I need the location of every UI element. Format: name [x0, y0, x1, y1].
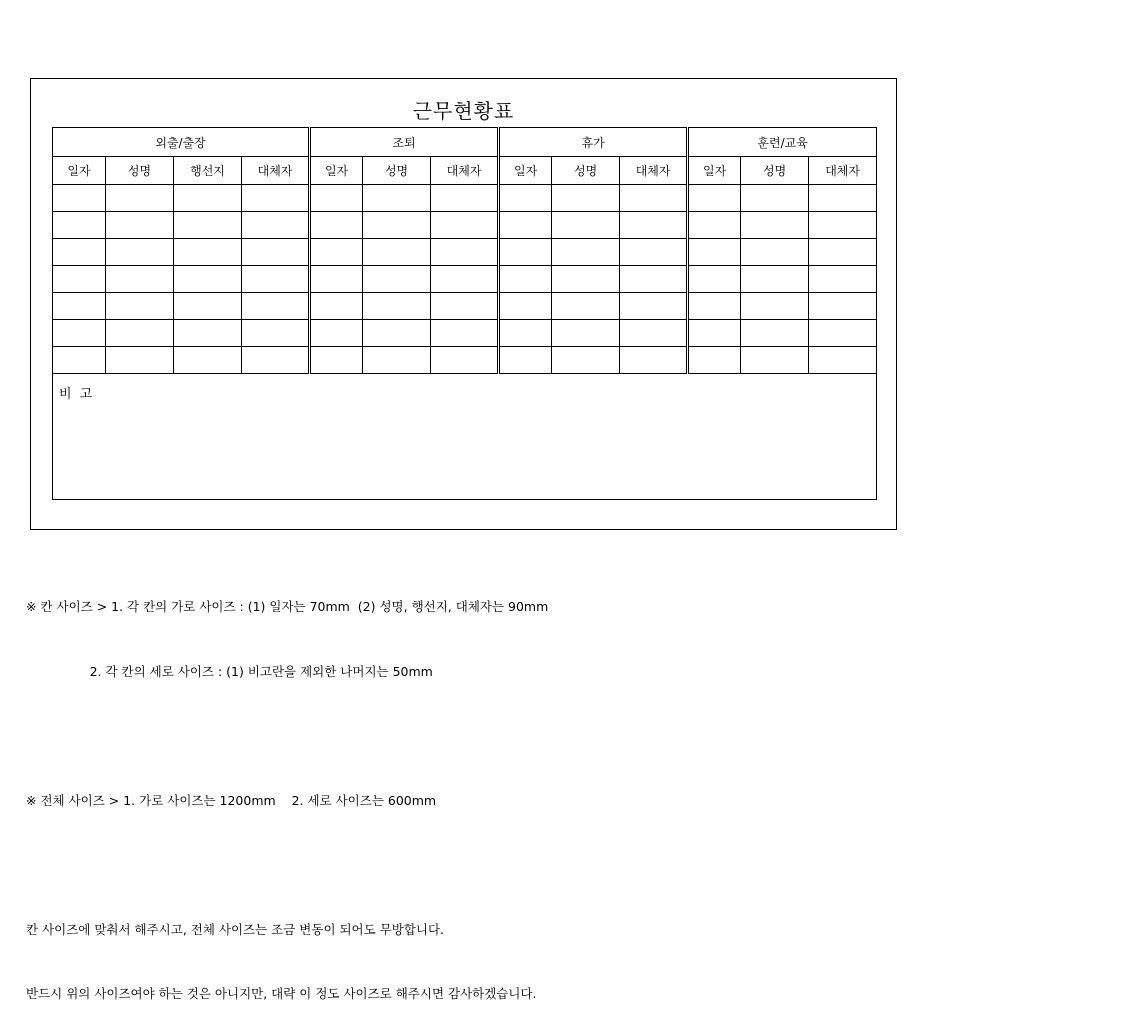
table-cell [431, 185, 499, 212]
table-cell [688, 212, 741, 239]
table-cell [174, 320, 242, 347]
table-cell [310, 212, 363, 239]
column-header: 일자 [499, 157, 552, 185]
column-header: 성명 [552, 157, 620, 185]
table-cell [310, 320, 363, 347]
work-status-table [52, 127, 877, 500]
note-line [26, 725, 548, 747]
table-cell [431, 320, 499, 347]
group-header-outing: 외출/출장 [53, 128, 310, 157]
note-line: 칸 사이즈에 맞춰서 해주시고, 전체 사이즈는 조금 변동이 되어도 무방합니다. [26, 921, 445, 937]
table-cell [741, 347, 809, 374]
table-cell [310, 266, 363, 293]
table-cell [106, 293, 174, 320]
table-cell [552, 239, 620, 266]
size-notes [26, 553, 548, 1026]
table-cell [431, 266, 499, 293]
table-cell [363, 347, 431, 374]
table-cell [53, 185, 106, 212]
table-cell [242, 185, 310, 212]
table-cell [552, 293, 620, 320]
table-cell [431, 293, 499, 320]
table-row [53, 239, 877, 266]
table-cell [809, 266, 877, 293]
table-cell [552, 185, 620, 212]
table-cell [620, 320, 688, 347]
table-cell [499, 239, 552, 266]
table-cell [688, 239, 741, 266]
table-cell [499, 212, 552, 239]
table-cell [688, 320, 741, 347]
table-cell [552, 320, 620, 347]
group-header-training: 훈련/교육 [688, 128, 877, 157]
table-cell [431, 347, 499, 374]
table-row [53, 320, 877, 347]
table-cell [106, 185, 174, 212]
form-frame [30, 78, 897, 530]
table-cell [53, 239, 106, 266]
table-cell [809, 320, 877, 347]
note-line: ※ 칸 사이즈 > 1. 각 칸의 가로 사이즈 : (1) 일자는 70mm (2) 성명, 행선지, 대체자는 90mm [26, 599, 549, 614]
table-cell [106, 212, 174, 239]
table-cell [809, 239, 877, 266]
table-cell [53, 320, 106, 347]
table-cell [499, 347, 552, 374]
table-row [53, 266, 877, 293]
table-row [53, 185, 877, 212]
table-cell [741, 212, 809, 239]
column-header: 일자 [688, 157, 741, 185]
table-cell [53, 266, 106, 293]
column-header: 일자 [310, 157, 363, 185]
table-cell [310, 185, 363, 212]
group-header-early-leave: 조퇴 [310, 128, 499, 157]
table-cell [174, 293, 242, 320]
table-cell [363, 212, 431, 239]
table-cell [499, 293, 552, 320]
form-title: 근무현황표 [412, 99, 515, 123]
table-cell [242, 266, 310, 293]
table-cell [620, 239, 688, 266]
table-cell [688, 185, 741, 212]
table-cell [363, 293, 431, 320]
table-cell [53, 293, 106, 320]
table-row [53, 347, 877, 374]
table-cell [242, 239, 310, 266]
blank-rows [53, 185, 877, 374]
table-cell [620, 266, 688, 293]
table-cell [310, 293, 363, 320]
table-cell [242, 347, 310, 374]
table-cell [242, 320, 310, 347]
table-cell [552, 347, 620, 374]
table-cell [741, 239, 809, 266]
table-cell [106, 347, 174, 374]
table-cell [174, 239, 242, 266]
column-header: 대체자 [620, 157, 688, 185]
table-cell [310, 239, 363, 266]
table-cell [809, 293, 877, 320]
group-header-vacation: 휴가 [499, 128, 688, 157]
table-cell [363, 239, 431, 266]
column-header: 성명 [363, 157, 431, 185]
remarks-label: 비 고 [59, 387, 95, 402]
column-header: 성명 [741, 157, 809, 185]
table-cell [106, 266, 174, 293]
table-cell [363, 266, 431, 293]
table-cell [106, 239, 174, 266]
table-cell [688, 266, 741, 293]
table-row [53, 293, 877, 320]
column-header: 행선지 [174, 157, 242, 185]
table-cell [809, 347, 877, 374]
note-line: 2. 각 칸의 세로 사이즈 : (1) 비고란을 제외한 나머지는 50mm [26, 663, 433, 679]
table-cell [620, 293, 688, 320]
table-cell [620, 185, 688, 212]
table-cell [552, 266, 620, 293]
table-cell [741, 293, 809, 320]
table-cell [363, 320, 431, 347]
note-line: ※ 전체 사이즈 > 1. 가로 사이즈는 1200mm 2. 세로 사이즈는 600mm [26, 792, 437, 808]
table-cell [620, 347, 688, 374]
table-cell [741, 185, 809, 212]
table-cell [620, 212, 688, 239]
table-row [53, 212, 877, 239]
table-cell [363, 185, 431, 212]
table-cell [741, 320, 809, 347]
note-line: 반드시 위의 사이즈여야 하는 것은 아니지만, 대략 이 정도 사이즈로 해주시면 감사하겠습니다. [26, 986, 537, 1001]
table-cell [53, 212, 106, 239]
table-cell [174, 212, 242, 239]
table-cell [310, 347, 363, 374]
table-cell [174, 347, 242, 374]
table-cell [174, 266, 242, 293]
table-cell [242, 293, 310, 320]
table-cell [552, 212, 620, 239]
table-cell [809, 185, 877, 212]
column-header: 대체자 [809, 157, 877, 185]
table-cell [431, 239, 499, 266]
table-cell [106, 320, 174, 347]
note-line [26, 854, 548, 876]
table-cell [809, 212, 877, 239]
column-header: 성명 [106, 157, 174, 185]
table-cell [499, 185, 552, 212]
table-cell [688, 293, 741, 320]
table-cell [174, 185, 242, 212]
table-cell [499, 266, 552, 293]
table-cell [688, 347, 741, 374]
table-cell [53, 347, 106, 374]
column-header: 대체자 [431, 157, 499, 185]
table-cell [242, 212, 310, 239]
table-cell [431, 212, 499, 239]
remarks-cell [53, 374, 877, 500]
column-header: 일자 [53, 157, 106, 185]
column-header: 대체자 [242, 157, 310, 185]
table-cell [741, 266, 809, 293]
table-cell [499, 320, 552, 347]
